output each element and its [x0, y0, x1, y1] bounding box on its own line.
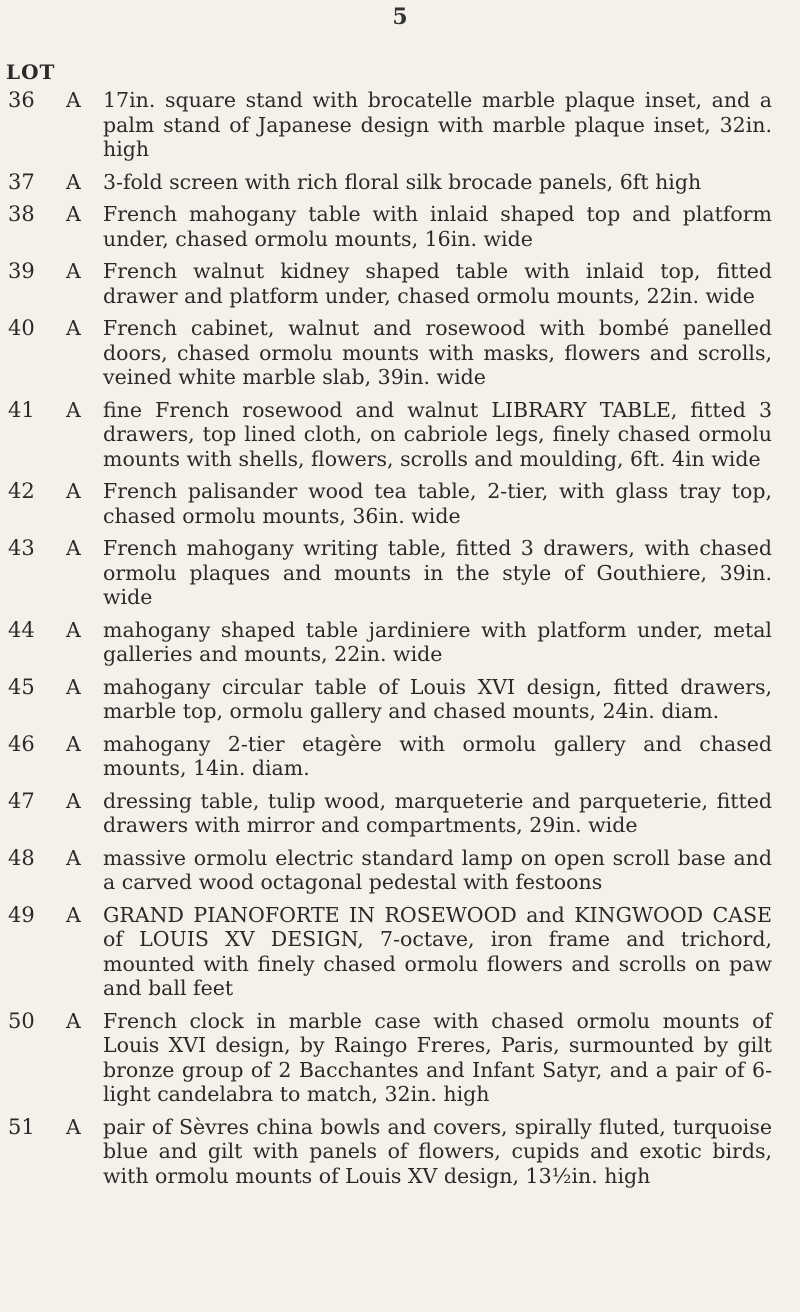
lot-article: A	[66, 536, 81, 560]
lot-description: 3-fold screen with rich floral silk brocade panels, 6ft high	[103, 169, 702, 194]
lot-entry	[0, 316, 800, 390]
lot-entry	[0, 903, 800, 1001]
lot-description: French palisander wood tea table, 2-tier, with glass tray top, chased ormolu mounts, 36in. wide	[103, 479, 772, 528]
lot-number: 49	[8, 902, 35, 927]
lot-entry	[0, 88, 800, 162]
lot-number: 44	[8, 617, 35, 642]
lot-entry	[0, 675, 800, 724]
lot-article: A	[66, 731, 81, 756]
lot-description: dressing table, tulip wood, marqueterie and parqueterie, fitted drawers with mirror and compartments, 29in. wide	[103, 788, 772, 837]
lot-description: mahogany shaped table jardiniere with platform under, metal galleries and mounts, 22in. wide	[103, 617, 772, 666]
lot-article: A	[66, 902, 81, 927]
lot-article: A	[66, 169, 81, 194]
lot-description: GRAND PIANOFORTE IN ROSEWOOD and KINGWOOD CASE of LOUIS XV DESIGN, 7-octave, iron frame and trichord, mounted with finely chased ormolu flowers and scrolls on paw and ball feet	[103, 902, 772, 1000]
lot-list	[0, 88, 800, 1196]
lot-article: A	[66, 674, 81, 699]
lot-entry	[0, 202, 800, 251]
lot-article: A	[66, 845, 81, 870]
lot-number: 42	[8, 479, 35, 503]
lot-description: French mahogany writing table, fitted 3 drawers, with chased ormolu plaques and mounts in the style of Gouthiere, 39in. wide	[103, 536, 772, 609]
lot-number: 36	[8, 88, 35, 112]
lot-column-header: LOT	[6, 60, 56, 84]
lot-entry	[0, 170, 800, 195]
lot-entry	[0, 789, 800, 838]
lot-number: 43	[8, 536, 35, 560]
lot-number: 47	[8, 788, 35, 813]
lot-article: A	[66, 1008, 81, 1033]
lot-entry	[0, 1115, 800, 1189]
lot-entry	[0, 1009, 800, 1107]
lot-description: mahogany circular table of Louis XVI design, fitted drawers, marble top, ormolu gallery and chased mounts, 24in. diam.	[103, 674, 772, 723]
lot-article: A	[66, 88, 81, 112]
lot-description: French cabinet, walnut and rosewood with bombé panelled doors, chased ormolu mounts with masks, flowers and scrolls, veined white marble slab, 39in. wide	[103, 316, 772, 389]
lot-article: A	[66, 316, 81, 340]
lot-description: massive ormolu electric standard lamp on open scroll base and a carved wood octagonal pedestal with festoons	[103, 845, 772, 894]
lot-number: 51	[8, 1114, 35, 1139]
lot-description: fine French rosewood and walnut LIBRARY TABLE, fitted 3 drawers, top lined cloth, on cabriole legs, finely chased ormolu mounts with shells, flowers, scrolls and moulding, 6ft. 4in wide	[103, 397, 772, 471]
lot-article: A	[66, 202, 81, 226]
lot-number: 45	[8, 674, 35, 699]
lot-number: 41	[8, 397, 35, 422]
lot-number: 39	[8, 259, 35, 283]
lot-description: French walnut kidney shaped table with inlaid top, fitted drawer and platform under, chased ormolu mounts, 22in. wide	[103, 259, 772, 308]
lot-description: French clock in marble case with chased ormolu mounts of Louis XVI design, by Raingo Freres, Paris, surmounted by gilt bronze group of 2 Bacchantes and Infant Satyr, and a pair of 6-light candelabra to match, 32in. high	[103, 1008, 772, 1106]
lot-number: 48	[8, 845, 35, 870]
lot-entry	[0, 479, 800, 528]
lot-article: A	[66, 397, 81, 422]
lot-description: pair of Sèvres china bowls and covers, spirally fluted, turquoise blue and gilt with panels of flowers, cupids and exotic birds, with ormolu mounts of Louis XV design, 13½in. high	[103, 1114, 772, 1188]
lot-article: A	[66, 259, 81, 283]
lot-entry	[0, 259, 800, 308]
page-number: 5	[392, 4, 408, 30]
lot-article: A	[66, 788, 81, 813]
lot-number: 46	[8, 731, 35, 756]
lot-entry	[0, 846, 800, 895]
lot-number: 38	[8, 202, 35, 226]
lot-entry	[0, 732, 800, 781]
lot-entry	[0, 618, 800, 667]
lot-entry	[0, 536, 800, 610]
lot-description: French mahogany table with inlaid shaped top and platform under, chased ormolu mounts, 16in. wide	[103, 202, 772, 251]
lot-number: 50	[8, 1008, 35, 1033]
lot-article: A	[66, 479, 81, 503]
lot-description: 17in. square stand with brocatelle marble plaque inset, and a palm stand of Japanese design with marble plaque inset, 32in. high	[103, 88, 772, 161]
lot-article: A	[66, 1114, 81, 1139]
lot-number: 37	[8, 169, 35, 194]
lot-article: A	[66, 617, 81, 642]
lot-entry	[0, 398, 800, 472]
lot-number: 40	[8, 316, 35, 340]
lot-description: mahogany 2-tier etagère with ormolu gallery and chased mounts, 14in. diam.	[103, 731, 772, 780]
